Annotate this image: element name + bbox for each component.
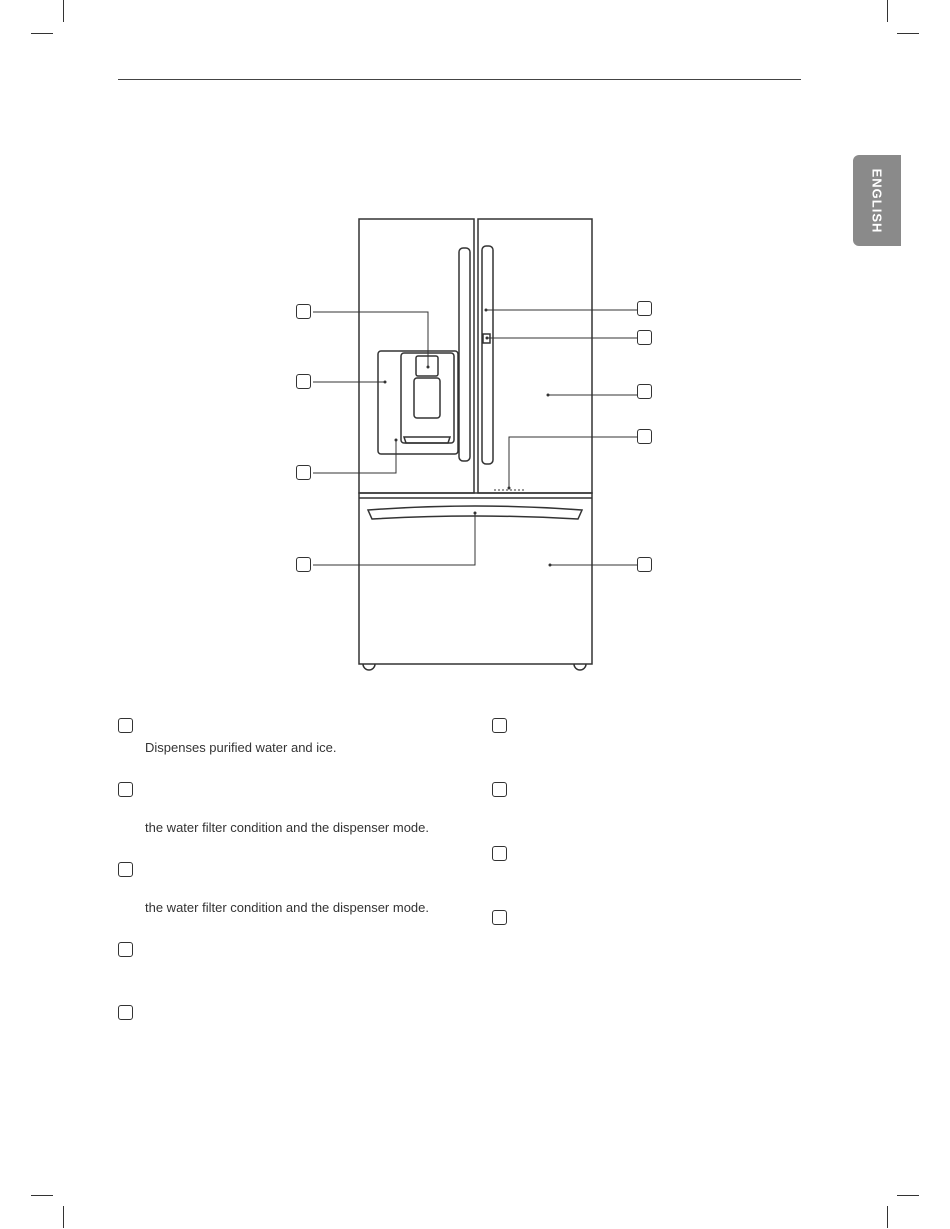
left-door-handle (459, 248, 470, 461)
dispenser-chute (414, 378, 440, 418)
right-door-handle (482, 246, 493, 464)
legend-description: the water filter condition and the dispenser mode. (145, 900, 430, 915)
callout-box (637, 557, 652, 572)
legend-box (118, 782, 133, 797)
callout-box (637, 384, 652, 399)
dispenser-frame (378, 351, 458, 454)
callout-box (637, 429, 652, 444)
callout-box (296, 465, 311, 480)
crop-mark (897, 1195, 919, 1196)
right-door (478, 219, 592, 493)
leader-line (313, 440, 396, 473)
legend-box (492, 846, 507, 861)
legend-box (492, 782, 507, 797)
dispenser-tray (404, 437, 450, 443)
foot-left (363, 664, 375, 670)
legend-box (118, 718, 133, 733)
legend-box (118, 862, 133, 877)
crop-mark (31, 1195, 53, 1196)
legend-box (492, 718, 507, 733)
callout-box (296, 374, 311, 389)
callout-box (637, 301, 652, 316)
leader-line (313, 312, 428, 367)
legend-box (492, 910, 507, 925)
callout-box (296, 304, 311, 319)
legend-box (118, 1005, 133, 1020)
callout-box (296, 557, 311, 572)
leader-line (509, 437, 637, 488)
legend-description: Dispenses purified water and ice. (145, 740, 337, 755)
legend-description: the water filter condition and the dispenser mode. (145, 820, 430, 835)
language-tab-label: ENGLISH (869, 168, 885, 233)
crop-mark (887, 1206, 888, 1228)
foot-right (574, 664, 586, 670)
crop-mark (63, 1206, 64, 1228)
legend-box (118, 942, 133, 957)
leader-line (313, 513, 475, 565)
callout-box (637, 330, 652, 345)
